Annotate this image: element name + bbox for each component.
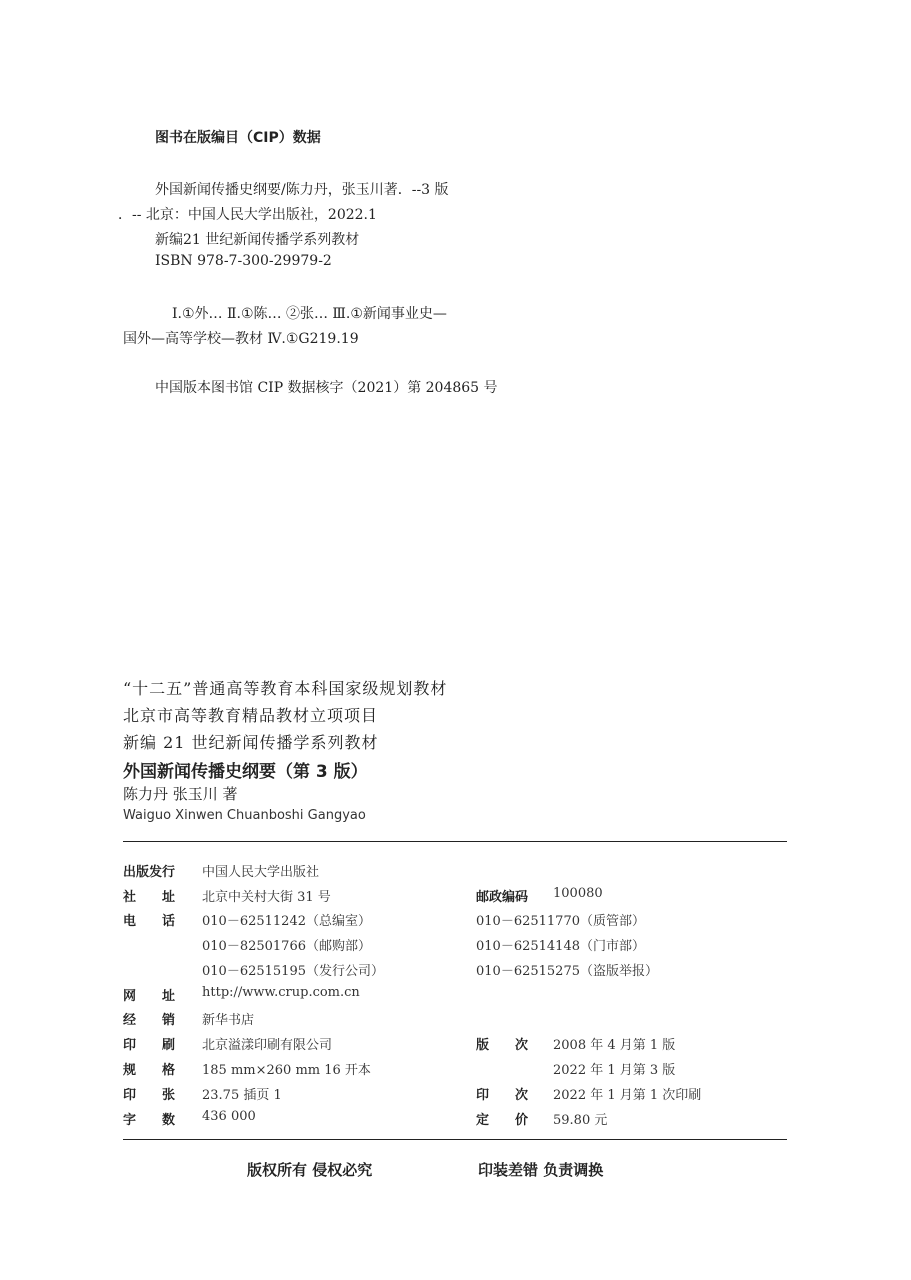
series-line-1: “十二五”普通高等教育本科国家级规划教材 — [123, 679, 448, 698]
phone-value-4: 010－62511770（质管部） — [476, 914, 645, 929]
words-label: 字 数 — [123, 1113, 176, 1128]
cip-line-4: ISBN 978-7-300-29979-2 — [155, 253, 332, 269]
edition-label: 版 次 — [476, 1038, 529, 1053]
address-value: 北京中关村大街 31 号 — [202, 890, 331, 905]
sheets-value: 23.75 插页 1 — [202, 1088, 282, 1103]
postcode-label: 邮政编码 — [476, 890, 529, 905]
words-value: 436 000 — [202, 1109, 256, 1124]
cip-line-2: ．-- 北京：中国人民大学出版社，2022.1 — [118, 207, 377, 223]
book-title: 外国新闻传播史纲要（第 3 版） — [123, 762, 368, 782]
series-line-3: 新编 21 世纪新闻传播学系列教材 — [123, 733, 379, 752]
cip-line-3: 新编21 世纪新闻传播学系列教材 — [155, 232, 360, 248]
price-value: 59.80 元 — [553, 1113, 608, 1128]
postcode-value: 100080 — [553, 886, 603, 901]
distributor-value: 新华书店 — [202, 1013, 255, 1028]
publisher-label: 出版发行 — [123, 865, 176, 880]
phone-value-3: 010－62515195（发行公司） — [202, 964, 384, 979]
spec-label: 规 格 — [123, 1063, 176, 1078]
distributor-label: 经 销 — [123, 1013, 176, 1028]
address-label: 社 址 — [123, 890, 176, 905]
cip-line-1: 外国新闻传播史纲要/陈力丹，张玉川著．--3 版 — [155, 182, 449, 198]
website-label: 网 址 — [123, 989, 176, 1004]
phone-label: 电 话 — [123, 914, 176, 929]
impression-value: 2022 年 1 月第 1 次印刷 — [553, 1088, 702, 1103]
cip-line-7: 中国版本图书馆 CIP 数据核字（2021）第 204865 号 — [155, 380, 498, 396]
price-label: 定 价 — [476, 1113, 529, 1128]
cip-heading: 图书在版编目（CIP）数据 — [155, 130, 321, 146]
publisher-value: 中国人民大学出版社 — [202, 865, 320, 880]
phone-value-5: 010－62514148（门市部） — [476, 939, 645, 954]
edition-value-1: 2008 年 4 月第 1 版 — [553, 1038, 676, 1053]
top-rule — [123, 841, 787, 842]
phone-value-1: 010－62511242（总编室） — [202, 914, 371, 929]
printer-label: 印 刷 — [123, 1038, 176, 1053]
phone-value-2: 010－82501766（邮购部） — [202, 939, 371, 954]
series-line-2: 北京市高等教育精品教材立项项目 — [123, 706, 379, 725]
book-authors: 陈力丹 张玉川 著 — [123, 785, 238, 803]
replacement-notice: 印装差错 负责调换 — [478, 1161, 604, 1179]
book-pinyin: Waiguo Xinwen Chuanboshi Gangyao — [123, 808, 366, 823]
sheets-label: 印 张 — [123, 1088, 176, 1103]
spec-value: 185 mm×260 mm 16 开本 — [202, 1063, 371, 1078]
printer-value: 北京溢漾印刷有限公司 — [202, 1038, 333, 1053]
impression-label: 印 次 — [476, 1088, 529, 1103]
phone-value-6: 010－62515275（盗版举报） — [476, 964, 658, 979]
website-link[interactable]: http://www.crup.com.cn — [202, 985, 360, 1000]
bottom-rule — [123, 1139, 787, 1140]
cip-line-6: 国外—高等学校—教材 Ⅳ.①G219.19 — [123, 331, 359, 347]
cip-line-5: Ⅰ.①外… Ⅱ.①陈… ②张… Ⅲ.①新闻事业史— — [172, 306, 447, 322]
edition-value-2: 2022 年 1 月第 3 版 — [553, 1063, 676, 1078]
copyright-notice: 版权所有 侵权必究 — [247, 1161, 373, 1179]
